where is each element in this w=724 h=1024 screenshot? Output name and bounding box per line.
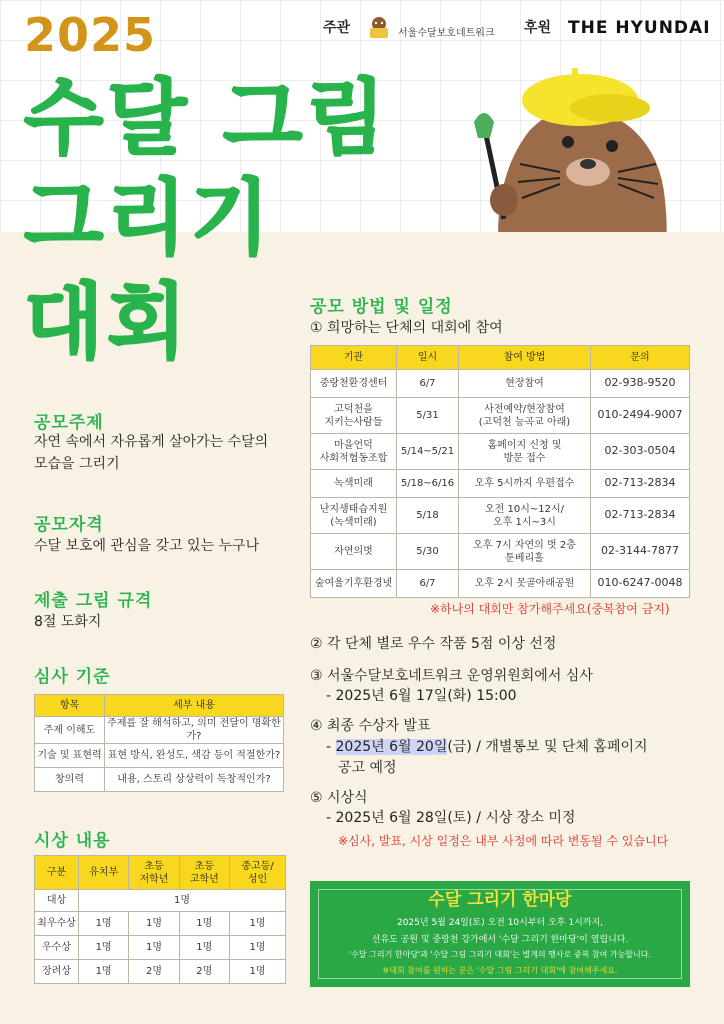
schedule-cell: 5/14~5/21 (397, 434, 459, 470)
schedule-cell: 오전 10시~12시/ 오후 1시~3시 (459, 498, 591, 534)
schedule-cell: 02-3144-7877 (591, 534, 690, 570)
table-row (311, 370, 690, 398)
judge-header-detail: 세부 내용 (105, 695, 284, 717)
table-row (35, 936, 286, 960)
table-row (35, 890, 286, 912)
award-header: 구분 (35, 856, 79, 890)
table-row (311, 398, 690, 434)
step5-date: - 2025년 6월 28일(토) / 시상 장소 미정 (326, 810, 576, 826)
note-schedule-change: ※심사, 발표, 시상 일정은 내부 사정에 따라 변동될 수 있습니다 (338, 834, 669, 848)
award-cell: 1명 (229, 936, 285, 960)
judge-heading: 심사 기준 (34, 667, 111, 687)
event-line-2: 선유도 공원 및 중랑천 강가에서 '수달 그리기 한마당'이 열립니다. (371, 935, 629, 945)
sponsor-logo: THE HYUNDAI (568, 18, 711, 38)
schedule-cell: 02-938-9520 (591, 370, 690, 398)
method-heading: 공모 방법 및 일정 (310, 297, 453, 317)
judge-cell: 주제를 잘 해석하고, 의미 전달이 명확한가? (105, 717, 284, 744)
qual-body: 수달 보호에 관심을 갖고 있는 누구나 (34, 538, 260, 554)
award-cell: 1명 (79, 890, 286, 912)
schedule-cell: 마을언덕 사회적협동조합 (311, 434, 397, 470)
otter-logo-icon (366, 14, 392, 40)
event-line-4: ※대회 참여를 원하는 분은 '수달 그림 그리기 대회'에 참여해주세요. (382, 966, 618, 975)
schedule-header: 참여 방법 (459, 346, 591, 370)
judge-cell: 내용, 스토리 상상력이 독창적인가? (105, 768, 284, 792)
event-line-1: 2025년 5월 24일(토) 오전 10시부터 오후 1시까지, (396, 918, 604, 928)
step4-date-rest: (금) / 개별통보 및 단체 홈페이지 (447, 739, 648, 755)
award-header: 초등 저학년 (129, 856, 179, 890)
award-cell: 1명 (179, 912, 229, 936)
table-row (311, 498, 690, 534)
award-cell: 1명 (129, 912, 179, 936)
award-cell: 1명 (79, 912, 129, 936)
award-cell: 우수상 (35, 936, 79, 960)
award-header: 초등 고학년 (179, 856, 229, 890)
schedule-cell: 오후 2시 못골아래공원 (459, 570, 591, 598)
event-line-3: '수달 그리기 한마당'과 '수달 그림 그리기 대회'는 별개의 행사로 중복 참여 가능합니다. (348, 950, 652, 959)
step3-date: - 2025년 6월 17일(화) 15:00 (326, 688, 517, 704)
schedule-cell: 숲여울기후환경넷 (311, 570, 397, 598)
award-table (34, 855, 286, 984)
event-box (310, 881, 690, 987)
schedule-header: 문의 (591, 346, 690, 370)
schedule-header: 일시 (397, 346, 459, 370)
title-line-2: 그리기 (24, 171, 274, 266)
judge-cell: 창의력 (35, 768, 105, 792)
schedule-cell: 6/7 (397, 370, 459, 398)
step1-text: ① 희망하는 단체의 대회에 참여 (310, 320, 503, 336)
schedule-header: 기관 (311, 346, 397, 370)
schedule-cell: 사전예약/현장참여 (고덕천 능곡교 아래) (459, 398, 591, 434)
step4-text: ④ 최종 수상자 발표 (310, 718, 431, 734)
theme-heading: 공모주제 (34, 413, 104, 433)
theme-body-line-1: 자연 속에서 자유롭게 살아가는 수달의 (34, 434, 269, 450)
award-cell: 1명 (229, 912, 285, 936)
schedule-cell: 5/30 (397, 534, 459, 570)
table-row (311, 434, 690, 470)
award-cell: 대상 (35, 890, 79, 912)
schedule-cell: 6/7 (397, 570, 459, 598)
schedule-cell: 홈페이지 신청 및 방문 접수 (459, 434, 591, 470)
table-row (35, 744, 284, 768)
table-row (311, 534, 690, 570)
step2-text: ② 각 단체 별로 우수 작품 5점 이상 선정 (310, 636, 557, 652)
title-line-3: 대회 (24, 275, 191, 370)
judge-cell: 기술 및 표현력 (35, 744, 105, 768)
schedule-cell: 오후 5시까지 우편접수 (459, 470, 591, 498)
award-header: 중고등/ 성인 (229, 856, 285, 890)
schedule-cell: 5/18 (397, 498, 459, 534)
award-cell: 1명 (79, 960, 129, 984)
scallop-edge (482, 232, 724, 274)
step4-date: - 2025년 6월 20일(금) / 개별통보 및 단체 홈페이지 (326, 739, 648, 755)
award-cell: 1명 (79, 936, 129, 960)
table-row (35, 768, 284, 792)
event-title: 수달 그리기 한마당 (428, 890, 572, 910)
schedule-cell: 02-713-2834 (591, 498, 690, 534)
award-cell: 2명 (179, 960, 229, 984)
table-row (35, 912, 286, 936)
step5-text: ⑤ 시상식 (310, 790, 368, 806)
award-cell: 1명 (229, 960, 285, 984)
schedule-cell: 010-6247-0048 (591, 570, 690, 598)
table-row (311, 570, 690, 598)
judge-header-item: 항목 (35, 695, 105, 717)
theme-body-line-2: 모습을 그리기 (34, 455, 120, 472)
judge-cell: 표현 방식, 완성도, 색감 등이 적절한가? (105, 744, 284, 768)
schedule-cell: 02-713-2834 (591, 470, 690, 498)
schedule-cell: 녹색미래 (311, 470, 397, 498)
table-row (35, 717, 284, 744)
spec-heading: 제출 그림 규격 (34, 591, 153, 611)
step4-line2: 공고 예정 (338, 760, 397, 776)
step3-text: ③ 서울수달보호네트워크 운영위원회에서 심사 (310, 668, 593, 684)
step4-date-highlight: 2025년 6월 20일 (335, 739, 448, 755)
award-cell: 장려상 (35, 960, 79, 984)
schedule-cell: 중랑천환경센터 (311, 370, 397, 398)
award-cell: 1명 (179, 936, 229, 960)
schedule-cell: 010-2494-9007 (591, 398, 690, 434)
schedule-cell: 오후 7시 자연의 벗 2층 툰베리홀 (459, 534, 591, 570)
spec-body: 8절 도화지 (34, 614, 102, 630)
schedule-cell: 02-303-0504 (591, 434, 690, 470)
year-label: 2025 (24, 8, 157, 62)
table-row (35, 960, 286, 984)
award-header: 유치부 (79, 856, 129, 890)
schedule-table (310, 345, 690, 598)
schedule-cell: 현장참여 (459, 370, 591, 398)
award-cell: 최우수상 (35, 912, 79, 936)
schedule-cell: 난지생태습지원 (녹색미래) (311, 498, 397, 534)
award-heading: 시상 내용 (34, 831, 111, 851)
note-single-entry: ※하나의 대회만 참가해주세요(중복참여 금지) (430, 602, 670, 616)
schedule-cell: 5/18~6/16 (397, 470, 459, 498)
schedule-cell: 자연의벗 (311, 534, 397, 570)
award-cell: 2명 (129, 960, 179, 984)
award-cell: 1명 (129, 936, 179, 960)
host-name: 서울수달보호네트워크 (398, 28, 495, 39)
table-row (311, 470, 690, 498)
sponsor-label: 후원 (524, 20, 552, 36)
title-line-1: 수달 그림 (24, 71, 390, 166)
schedule-cell: 5/31 (397, 398, 459, 434)
host-label: 주관 (323, 20, 351, 36)
qual-heading: 공모자격 (34, 515, 104, 535)
judge-table (34, 694, 284, 792)
judge-cell: 주제 이해도 (35, 717, 105, 744)
schedule-cell: 고덕천을 지키는사람들 (311, 398, 397, 434)
